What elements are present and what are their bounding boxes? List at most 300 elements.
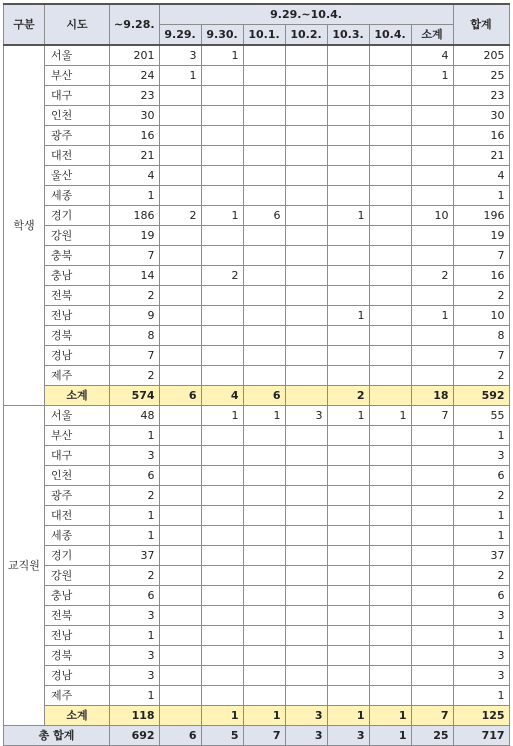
cell-day	[327, 606, 369, 626]
cell-until: 6	[110, 586, 160, 606]
cell-day	[159, 406, 201, 426]
cell-until: 8	[110, 326, 160, 346]
cell-day	[201, 626, 243, 646]
cell-day	[327, 466, 369, 486]
cell-day	[327, 45, 369, 66]
cell-day	[159, 246, 201, 266]
cell-until: 2	[110, 566, 160, 586]
table-row	[4, 426, 510, 446]
cell-day	[285, 206, 327, 226]
cell-day	[285, 546, 327, 566]
table-row	[4, 186, 510, 206]
cell-total: 6	[453, 466, 509, 486]
cell-sido: 경남	[45, 346, 110, 366]
cell-day	[243, 566, 285, 586]
cell-sido: 경북	[45, 646, 110, 666]
table-row	[4, 246, 510, 266]
cell-sido: 대전	[45, 506, 110, 526]
cell-total: 7	[453, 246, 509, 266]
cell-day	[159, 646, 201, 666]
cell-day	[369, 486, 411, 506]
cell-day	[159, 226, 201, 246]
cell-day	[201, 66, 243, 86]
cell-day	[327, 626, 369, 646]
cell-day	[243, 86, 285, 106]
cell-total: 25	[453, 66, 509, 86]
cell-day: 3	[159, 45, 201, 66]
cell-day	[327, 266, 369, 286]
cell-day	[327, 166, 369, 186]
cell-subtotal	[411, 86, 453, 106]
cell-total: 55	[453, 406, 509, 426]
cell-subtotal	[411, 486, 453, 506]
cell-day: 3	[285, 726, 327, 746]
cell-subtotal: 7	[411, 406, 453, 426]
cell-total: 3	[453, 606, 509, 626]
cell-until: 692	[110, 726, 160, 746]
cell-until: 1	[110, 426, 160, 446]
cell-day	[159, 366, 201, 386]
cell-day	[201, 566, 243, 586]
table-row	[4, 366, 510, 386]
cell-day	[369, 246, 411, 266]
cell-total: 205	[453, 45, 509, 66]
cell-day	[243, 326, 285, 346]
cell-day	[285, 45, 327, 66]
table-row	[4, 626, 510, 646]
cell-until: 2	[110, 366, 160, 386]
cell-day	[285, 66, 327, 86]
cell-until: 3	[110, 666, 160, 686]
cell-day	[243, 446, 285, 466]
cell-until: 9	[110, 306, 160, 326]
subtotal-label: 소계	[45, 386, 110, 406]
cell-until: 14	[110, 266, 160, 286]
cell-day	[243, 306, 285, 326]
cell-day	[369, 386, 411, 406]
cell-day	[201, 126, 243, 146]
cell-day	[201, 686, 243, 706]
subtotal-label: 소계	[45, 706, 110, 726]
cell-day: 1	[201, 45, 243, 66]
cell-day	[201, 426, 243, 446]
cell-day: 2	[159, 206, 201, 226]
cell-day: 1	[201, 706, 243, 726]
cell-until: 3	[110, 606, 160, 626]
cell-day	[201, 526, 243, 546]
table-row	[4, 66, 510, 86]
cell-sido: 충북	[45, 246, 110, 266]
cell-subtotal	[411, 506, 453, 526]
cell-sido: 세종	[45, 186, 110, 206]
table-row	[4, 306, 510, 326]
table-row	[4, 546, 510, 566]
cell-day	[369, 646, 411, 666]
table-header	[4, 4, 510, 45]
table-row	[4, 106, 510, 126]
cell-day	[201, 106, 243, 126]
table-row	[4, 146, 510, 166]
cell-day	[243, 666, 285, 686]
cell-until: 7	[110, 346, 160, 366]
cell-day	[369, 426, 411, 446]
cell-subtotal	[411, 426, 453, 446]
cell-day	[159, 146, 201, 166]
cell-total: 125	[453, 706, 509, 726]
cell-subtotal	[411, 146, 453, 166]
cell-day	[201, 366, 243, 386]
table-row	[4, 686, 510, 706]
stats-table	[3, 3, 510, 746]
cell-until: 21	[110, 146, 160, 166]
cell-total: 1	[453, 426, 509, 446]
table-row	[4, 126, 510, 146]
header-day: 10.2.	[285, 25, 327, 46]
cell-day	[243, 66, 285, 86]
cell-until: 118	[110, 706, 160, 726]
cell-day	[369, 146, 411, 166]
cell-sido: 전남	[45, 626, 110, 646]
cell-day	[243, 186, 285, 206]
header-day: 10.1.	[243, 25, 285, 46]
cell-total: 1	[453, 626, 509, 646]
cell-day	[201, 446, 243, 466]
cell-total: 1	[453, 506, 509, 526]
cell-day: 1	[327, 406, 369, 426]
cell-until: 30	[110, 106, 160, 126]
cell-day	[369, 186, 411, 206]
cell-day	[243, 286, 285, 306]
grand-total-label: 총 합계	[4, 726, 110, 746]
cell-until: 1	[110, 506, 160, 526]
cell-day	[159, 426, 201, 446]
cell-subtotal	[411, 646, 453, 666]
cell-day: 6	[243, 206, 285, 226]
cell-total: 2	[453, 286, 509, 306]
cell-sido: 전남	[45, 306, 110, 326]
cell-until: 16	[110, 126, 160, 146]
cell-subtotal: 2	[411, 266, 453, 286]
cell-day	[201, 86, 243, 106]
header-day: 10.3.	[327, 25, 369, 46]
cell-day	[201, 146, 243, 166]
cell-until: 4	[110, 166, 160, 186]
cell-subtotal	[411, 326, 453, 346]
cell-total: 717	[453, 726, 509, 746]
cell-total: 4	[453, 166, 509, 186]
header-until: ~9.28.	[110, 4, 160, 45]
cell-until: 1	[110, 686, 160, 706]
cell-day	[159, 126, 201, 146]
cell-day	[285, 386, 327, 406]
cell-until: 1	[110, 186, 160, 206]
header-period: 9.29.~10.4.	[159, 4, 453, 25]
cell-until: 6	[110, 466, 160, 486]
cell-day	[285, 346, 327, 366]
cell-sido: 제주	[45, 686, 110, 706]
cell-day	[369, 526, 411, 546]
cell-until: 37	[110, 546, 160, 566]
cell-sido: 경기	[45, 546, 110, 566]
cell-sido: 서울	[45, 45, 110, 66]
cell-day	[369, 326, 411, 346]
cell-day	[201, 646, 243, 666]
cell-day	[369, 686, 411, 706]
cell-day	[369, 606, 411, 626]
table-row	[4, 486, 510, 506]
cell-day	[201, 606, 243, 626]
table-row	[4, 666, 510, 686]
cell-day	[285, 166, 327, 186]
cell-day	[369, 66, 411, 86]
cell-sido: 충남	[45, 586, 110, 606]
cell-sido: 전북	[45, 606, 110, 626]
cell-total: 3	[453, 446, 509, 466]
cell-day	[285, 186, 327, 206]
cell-total: 8	[453, 326, 509, 346]
cell-day	[243, 106, 285, 126]
cell-day	[201, 226, 243, 246]
cell-day	[243, 686, 285, 706]
cell-subtotal	[411, 526, 453, 546]
cell-day	[201, 466, 243, 486]
cell-day	[285, 486, 327, 506]
cell-day	[243, 426, 285, 446]
cell-subtotal	[411, 686, 453, 706]
cell-day	[327, 246, 369, 266]
cell-day	[285, 86, 327, 106]
cell-day: 1	[369, 706, 411, 726]
table-body	[4, 45, 510, 746]
cell-day	[327, 666, 369, 686]
cell-subtotal: 1	[411, 306, 453, 326]
cell-day	[327, 526, 369, 546]
cell-day	[327, 146, 369, 166]
cell-until: 24	[110, 66, 160, 86]
cell-day	[285, 146, 327, 166]
cell-until: 2	[110, 286, 160, 306]
cell-day: 1	[327, 706, 369, 726]
header-gubun: 구분	[4, 4, 45, 45]
cell-until: 3	[110, 646, 160, 666]
cell-day	[201, 246, 243, 266]
cell-day: 1	[201, 406, 243, 426]
cell-sido: 광주	[45, 126, 110, 146]
cell-day	[369, 106, 411, 126]
cell-day: 5	[201, 726, 243, 746]
cell-day: 1	[327, 206, 369, 226]
table-row	[4, 346, 510, 366]
cell-day	[201, 546, 243, 566]
cell-day: 1	[243, 406, 285, 426]
subtotal-row	[4, 386, 510, 406]
cell-day	[327, 66, 369, 86]
cell-subtotal: 25	[411, 726, 453, 746]
cell-day	[369, 86, 411, 106]
cell-day	[159, 346, 201, 366]
cell-sido: 세종	[45, 526, 110, 546]
cell-day	[369, 286, 411, 306]
cell-day	[159, 286, 201, 306]
cell-day	[243, 526, 285, 546]
cell-day	[285, 226, 327, 246]
cell-day	[285, 126, 327, 146]
cell-day	[369, 506, 411, 526]
cell-subtotal	[411, 126, 453, 146]
cell-day	[243, 246, 285, 266]
cell-day	[285, 506, 327, 526]
cell-subtotal	[411, 466, 453, 486]
cell-sido: 대전	[45, 146, 110, 166]
cell-day	[243, 166, 285, 186]
cell-total: 2	[453, 486, 509, 506]
cell-total: 2	[453, 566, 509, 586]
group-label: 교직원	[4, 406, 45, 726]
cell-subtotal	[411, 566, 453, 586]
cell-sido: 제주	[45, 366, 110, 386]
cell-day	[159, 486, 201, 506]
header-sido: 시도	[45, 4, 110, 45]
cell-total: 3	[453, 666, 509, 686]
cell-day	[159, 666, 201, 686]
table-row	[4, 166, 510, 186]
cell-day: 1	[369, 726, 411, 746]
cell-subtotal	[411, 446, 453, 466]
cell-total: 1	[453, 186, 509, 206]
cell-day	[369, 586, 411, 606]
cell-total: 23	[453, 86, 509, 106]
cell-day	[327, 446, 369, 466]
cell-total: 30	[453, 106, 509, 126]
cell-day	[327, 566, 369, 586]
cell-day	[159, 506, 201, 526]
table-row	[4, 206, 510, 226]
cell-day	[243, 646, 285, 666]
cell-day	[285, 646, 327, 666]
cell-until: 201	[110, 45, 160, 66]
cell-day	[285, 526, 327, 546]
cell-day	[159, 586, 201, 606]
cell-day: 1	[243, 706, 285, 726]
cell-day	[201, 306, 243, 326]
header-total: 합계	[453, 4, 509, 45]
cell-subtotal	[411, 186, 453, 206]
cell-day	[243, 346, 285, 366]
cell-day: 1	[369, 406, 411, 426]
cell-total: 10	[453, 306, 509, 326]
cell-day	[285, 586, 327, 606]
cell-subtotal: 4	[411, 45, 453, 66]
cell-day	[243, 266, 285, 286]
cell-day	[201, 586, 243, 606]
header-day: 10.4.	[369, 25, 411, 46]
cell-day	[369, 206, 411, 226]
table-row	[4, 506, 510, 526]
cell-total: 7	[453, 346, 509, 366]
cell-day	[285, 366, 327, 386]
cell-subtotal: 1	[411, 66, 453, 86]
cell-day	[285, 106, 327, 126]
cell-subtotal	[411, 626, 453, 646]
table-row	[4, 226, 510, 246]
table-row	[4, 526, 510, 546]
cell-sido: 강원	[45, 226, 110, 246]
cell-until: 1	[110, 526, 160, 546]
cell-day	[285, 426, 327, 446]
cell-subtotal: 18	[411, 386, 453, 406]
cell-day	[201, 666, 243, 686]
cell-day	[285, 686, 327, 706]
cell-total: 196	[453, 206, 509, 226]
cell-day: 6	[243, 386, 285, 406]
cell-day	[327, 486, 369, 506]
cell-day	[327, 366, 369, 386]
table-row	[4, 646, 510, 666]
cell-total: 1	[453, 686, 509, 706]
group-label: 학생	[4, 45, 45, 406]
cell-day	[243, 626, 285, 646]
cell-day: 1	[159, 66, 201, 86]
table-row	[4, 566, 510, 586]
header-subtotal: 소계	[411, 25, 453, 46]
cell-day	[369, 266, 411, 286]
cell-day	[285, 606, 327, 626]
table-row	[4, 466, 510, 486]
cell-day	[285, 286, 327, 306]
cell-sido: 인천	[45, 106, 110, 126]
table-row	[4, 586, 510, 606]
cell-day: 2	[201, 266, 243, 286]
cell-subtotal	[411, 226, 453, 246]
cell-subtotal	[411, 606, 453, 626]
cell-day	[159, 86, 201, 106]
cell-day	[243, 45, 285, 66]
cell-total: 37	[453, 546, 509, 566]
cell-day: 1	[201, 206, 243, 226]
cell-day	[201, 186, 243, 206]
cell-day	[327, 646, 369, 666]
cell-day	[327, 346, 369, 366]
cell-day	[243, 126, 285, 146]
cell-day	[285, 466, 327, 486]
cell-day	[369, 546, 411, 566]
cell-sido: 서울	[45, 406, 110, 426]
cell-day	[369, 366, 411, 386]
cell-day	[243, 366, 285, 386]
cell-total: 2	[453, 366, 509, 386]
cell-day	[243, 546, 285, 566]
cell-day: 2	[327, 386, 369, 406]
table-row	[4, 86, 510, 106]
cell-day	[327, 226, 369, 246]
cell-subtotal	[411, 546, 453, 566]
cell-day: 3	[285, 706, 327, 726]
cell-day	[201, 506, 243, 526]
cell-sido: 충남	[45, 266, 110, 286]
cell-subtotal	[411, 346, 453, 366]
cell-day	[201, 326, 243, 346]
cell-day	[201, 286, 243, 306]
cell-day	[327, 106, 369, 126]
cell-subtotal	[411, 246, 453, 266]
cell-subtotal	[411, 666, 453, 686]
table-row	[4, 45, 510, 66]
cell-subtotal	[411, 286, 453, 306]
cell-day	[243, 606, 285, 626]
cell-day	[369, 346, 411, 366]
cell-day	[159, 606, 201, 626]
cell-day	[369, 126, 411, 146]
